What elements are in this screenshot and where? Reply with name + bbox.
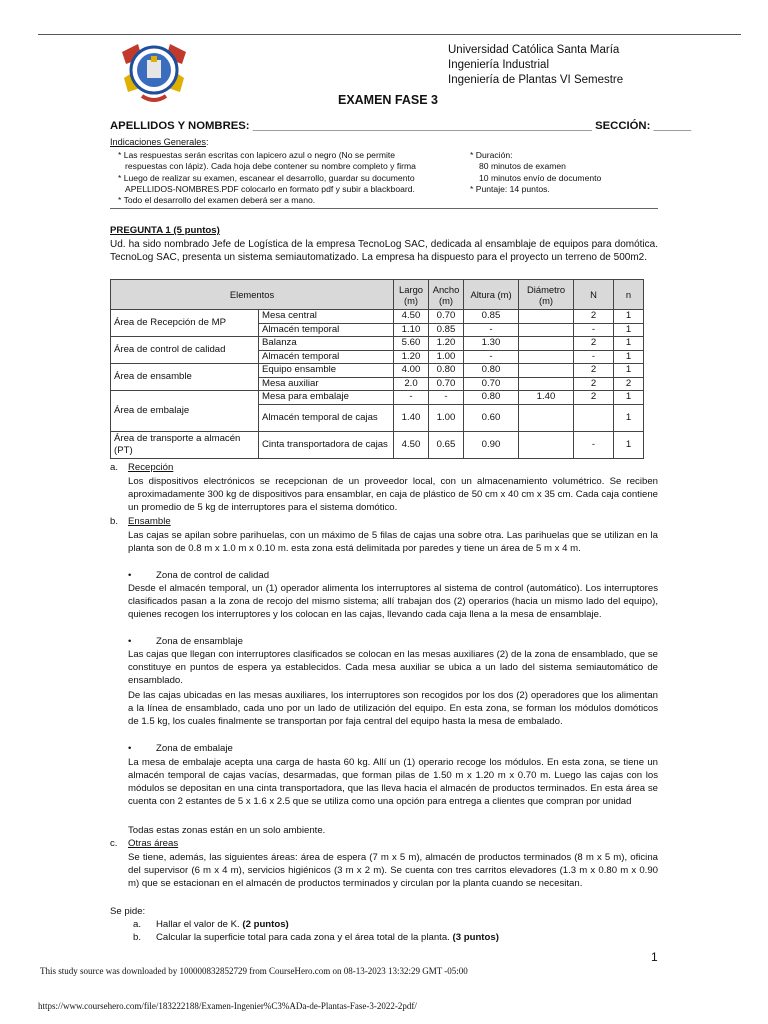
table-row bbox=[111, 391, 644, 405]
cell: 1 bbox=[614, 431, 644, 458]
cell: - bbox=[574, 323, 614, 337]
cell bbox=[519, 310, 574, 324]
cell: 5.60 bbox=[394, 337, 429, 351]
section-a-heading bbox=[110, 462, 173, 473]
cell: 2 bbox=[574, 391, 614, 405]
cell: 0.70 bbox=[464, 377, 519, 391]
instruction-line: respuestas con lápiz). Cada hoja debe contener su nombre completo y firma bbox=[125, 161, 416, 172]
cell: 0.60 bbox=[464, 404, 519, 431]
cell: 1.00 bbox=[429, 350, 464, 364]
cell: 2 bbox=[574, 364, 614, 378]
cell: 2 bbox=[614, 377, 644, 391]
asks-title: Se pide: bbox=[110, 906, 146, 917]
exam-title-row bbox=[0, 93, 768, 107]
download-footer: This study source was downloaded by 100000832852729 from CourseHero.com on 08-13-2023 13:32:29 GMT -05:00 bbox=[40, 966, 468, 976]
ask-text: Hallar el valor de K. bbox=[156, 919, 240, 930]
col-header-diametro: Diámetro (m) bbox=[519, 280, 574, 310]
element-cell: Mesa para embalaje bbox=[259, 391, 394, 405]
zone-assembly-title: Zona de ensamblaje bbox=[156, 636, 243, 647]
zone-packing-heading bbox=[128, 743, 233, 754]
instruction-line: * Luego de realizar su examen, escanear el desarrollo, guardar su documento bbox=[118, 172, 415, 183]
section-a-title: Recepción bbox=[128, 462, 174, 473]
duration-label: * Duración: bbox=[470, 150, 513, 160]
zone-assembly-text-1: Las cajas que llegan con interruptores clasificados se colocan en las mesas auxiliares (2) de la zona de ensamblado, que se constituye en puntos de espera ya establecidos. Cada mesa auxiliar se ubica a un lado del sistema semiautomático de ensamblado. bbox=[128, 649, 658, 687]
cell: 1.20 bbox=[394, 350, 429, 364]
section-divider bbox=[110, 208, 658, 209]
cell: 1 bbox=[614, 364, 644, 378]
section-b-heading bbox=[110, 516, 171, 527]
instruction-line: APELLIDOS-NOMBRES.PDF colocarlo en formato pdf y subir a blackboard. bbox=[125, 183, 415, 194]
cell: 1 bbox=[614, 404, 644, 431]
instruction-line: * Las respuestas serán escritas con lapicero azul o negro (No se permite bbox=[118, 150, 396, 160]
faculty-name: Ingeniería Industrial bbox=[448, 59, 550, 71]
cell: 1.20 bbox=[429, 337, 464, 351]
cell: 0.65 bbox=[429, 431, 464, 458]
instruction-line: * Todo el desarrollo del examen deberá ser a mano. bbox=[118, 195, 316, 206]
table-row bbox=[111, 337, 644, 351]
source-url[interactable]: https://www.coursehero.com/file/183222188/Examen-Ingenier%C3%ADa-de-Plantas-Fase-3-2022-2pdf/ bbox=[38, 1001, 417, 1011]
zone-packing-text: La mesa de embalaje acepta una carga de hasta 60 kg. Allí un (1) operario recoge los módulos. En esta zona, se tiene un almacén temporal de cajas vacías, desarmadas, que forman pilas de 1.50 m x 1.20 m x 0.70 m. Luego las cajas con los módulos se depositan en una cinta transportadora, que las lleva hacia el almacén de productos terminados. En esta área se cuenta con 2 estantes de 5 x 1.6 x 2.5 que se utiliza como una opción para entrega a clientes que compran por unidad bbox=[128, 757, 658, 808]
question-1-title: PREGUNTA 1 (5 puntos) bbox=[110, 225, 220, 236]
section-a-text: Los dispositivos electrónicos se recepcionan de un proveedor local, con un almacenamiento volumétrico. Se reciben aproximadamente 300 kg de dispositivos para ensamblar, en caja de plástico de 50 cm x 40 cm x 35 cm. Cada caja contiene un promedio de 5 kg de interruptores para el sistema domótico. bbox=[128, 476, 658, 514]
cell: 0.80 bbox=[464, 391, 519, 405]
element-cell: Mesa central bbox=[259, 310, 394, 324]
duration-exam: 80 minutos de examen bbox=[479, 161, 566, 172]
cell: 0.85 bbox=[429, 323, 464, 337]
score-label: * Puntaje: 14 puntos. bbox=[470, 183, 550, 194]
cell: 0.70 bbox=[429, 377, 464, 391]
instructions-colon: : bbox=[206, 137, 209, 147]
table-header-row bbox=[111, 280, 644, 310]
section-b-label: b. bbox=[110, 516, 119, 527]
cell: 1.40 bbox=[394, 404, 429, 431]
cell: 1 bbox=[614, 337, 644, 351]
student-name-line: APELLIDOS Y NOMBRES: ______________________________________________________ SECCIÓN: ______ bbox=[110, 120, 692, 132]
top-rule bbox=[38, 34, 741, 35]
university-header bbox=[448, 43, 623, 88]
cell bbox=[519, 337, 574, 351]
zone-quality-heading bbox=[128, 570, 269, 581]
element-cell: Balanza bbox=[259, 337, 394, 351]
cell bbox=[519, 431, 574, 458]
area-cell: Área de transporte a almacén (PT) bbox=[111, 431, 259, 458]
cell: 4.50 bbox=[394, 431, 429, 458]
table-row bbox=[111, 431, 644, 458]
ask-points: (2 puntos) bbox=[242, 919, 289, 930]
area-cell: Área de control de calidad bbox=[111, 337, 259, 364]
cell: 1 bbox=[614, 323, 644, 337]
element-cell: Almacén temporal bbox=[259, 323, 394, 337]
element-cell: Mesa auxiliar bbox=[259, 377, 394, 391]
page-number: 1 bbox=[651, 950, 658, 964]
ask-text: Calcular la superficie total para cada zona y el área total de la planta. bbox=[156, 932, 450, 943]
element-cell: Almacén temporal de cajas bbox=[259, 404, 394, 431]
cell: - bbox=[464, 350, 519, 364]
cell: - bbox=[574, 431, 614, 458]
cell: 2 bbox=[574, 310, 614, 324]
course-name: Ingeniería de Plantas VI Semestre bbox=[448, 74, 624, 86]
university-name: Universidad Católica Santa María bbox=[448, 44, 620, 56]
cell: 1 bbox=[614, 310, 644, 324]
cell bbox=[574, 404, 614, 431]
col-header-N: N bbox=[574, 280, 614, 310]
instructions-title: Indicaciones Generales bbox=[110, 137, 207, 147]
element-cell: Equipo ensamble bbox=[259, 364, 394, 378]
cell bbox=[519, 323, 574, 337]
cell: 0.85 bbox=[464, 310, 519, 324]
exam-title: EXAMEN FASE 3 bbox=[337, 93, 439, 107]
section-c-title: Otras áreas bbox=[128, 838, 179, 849]
instructions-title-row bbox=[110, 137, 209, 147]
bullet-icon: • bbox=[128, 743, 132, 754]
col-header-n: n bbox=[614, 280, 644, 310]
cell: - bbox=[464, 323, 519, 337]
ask-item bbox=[133, 932, 499, 943]
zone-assembly-heading bbox=[128, 636, 243, 647]
cell: 2 bbox=[574, 337, 614, 351]
cell: 1.10 bbox=[394, 323, 429, 337]
cell: 1 bbox=[614, 391, 644, 405]
table-row bbox=[111, 310, 644, 324]
cell: 2 bbox=[574, 377, 614, 391]
zone-quality-title: Zona de control de calidad bbox=[156, 570, 270, 581]
cell: 0.70 bbox=[429, 310, 464, 324]
section-b-text: Las cajas se apilan sobre parihuelas, con un máximo de 5 filas de cajas una sobre otra. Las parihuelas que se utilizan en la planta son de 0.8 m x 1.0 m x 0.10 m. esta zona está delimitada por paredes y tiene un área de 5 m x 4 m. bbox=[128, 530, 658, 555]
cell: 0.80 bbox=[429, 364, 464, 378]
cell bbox=[519, 404, 574, 431]
cell: - bbox=[429, 391, 464, 405]
area-cell: Área de ensamble bbox=[111, 364, 259, 391]
element-cell: Almacén temporal bbox=[259, 350, 394, 364]
area-cell: Área de embalaje bbox=[111, 391, 259, 432]
section-c-text: Se tiene, además, las siguientes áreas: área de espera (7 m x 5 m), almacén de productos terminados (8 m x 5 m), oficina del supervisor (6 m x 4 m), servicios higiénicos (3 m x 2 m). Se cuenta con tres carritos elevadores (1.3 m x 0.80 m x 0.90 m) que se estacionan en el almacén de productos terminados y circulan por la planta cuando se necesitan. bbox=[128, 852, 658, 890]
ask-points: (3 puntos) bbox=[452, 932, 499, 943]
cell: 1.40 bbox=[519, 391, 574, 405]
cell: 1.30 bbox=[464, 337, 519, 351]
ask-item bbox=[133, 919, 289, 930]
zone-packing-title: Zona de embalaje bbox=[156, 743, 233, 754]
cell bbox=[519, 350, 574, 364]
bullet-icon: • bbox=[128, 570, 132, 581]
section-a-label: a. bbox=[110, 462, 119, 473]
area-cell: Área de Recepción de MP bbox=[111, 310, 259, 337]
duration-upload: 10 minutos envío de documento bbox=[479, 172, 602, 183]
section-b-title: Ensamble bbox=[128, 516, 171, 527]
section-c-label: c. bbox=[110, 838, 118, 849]
instructions-left bbox=[118, 150, 416, 206]
col-header-largo: Largo (m) bbox=[394, 280, 429, 310]
cell bbox=[519, 364, 574, 378]
cell: 4.50 bbox=[394, 310, 429, 324]
bullet-icon: • bbox=[128, 636, 132, 647]
cell: 2.0 bbox=[394, 377, 429, 391]
all-zones-note: Todas estas zonas están en un solo ambiente. bbox=[128, 825, 326, 836]
cell: 0.90 bbox=[464, 431, 519, 458]
cell: 0.80 bbox=[464, 364, 519, 378]
cell bbox=[519, 377, 574, 391]
elements-table bbox=[110, 279, 644, 459]
col-header-elements: Elementos bbox=[111, 280, 394, 310]
element-cell: Cinta transportadora de cajas bbox=[259, 431, 394, 458]
cell: - bbox=[574, 350, 614, 364]
cell: 1 bbox=[614, 350, 644, 364]
zone-assembly-text-2: De las cajas ubicadas en las mesas auxiliares, los interruptores son recogidos por los dos (2) operadores que los alimentan a la línea de ensamblado, cada uno por un lado de utilización del equipo. En esta zona, se forman los módulos domóticos de 1.5 kg, los cuales finalmente se transportan por faja central del equipo hasta la mesa de embalado. bbox=[128, 690, 658, 728]
ask-label: b. bbox=[133, 932, 142, 943]
question-1-intro: Ud. ha sido nombrado Jefe de Logística de la empresa TecnoLog SAC, dedicada al ensamblaje de equipos para domótica. TecnoLog SAC, presenta un sistema semiautomatizado. La empresa ha dispuesto para el proyecto un terreno de 500m2. bbox=[110, 239, 658, 263]
cell: 1.00 bbox=[429, 404, 464, 431]
section-c-heading bbox=[110, 838, 178, 849]
ask-label: a. bbox=[133, 919, 142, 930]
cell: - bbox=[394, 391, 429, 405]
col-header-altura: Altura (m) bbox=[464, 280, 519, 310]
instructions-right bbox=[470, 150, 601, 195]
table-row bbox=[111, 364, 644, 378]
cell: 4.00 bbox=[394, 364, 429, 378]
zone-quality-text: Desde el almacén temporal, un (1) operador alimenta los interruptores al sistema de control (automático). Los interruptores clasificados pasan a la zona de recojo del mismo sistema; allí trabajan dos (2) operarios (hacia un mismo lado del equipo), quienes recogen los interruptores y los colocan en las cajas, llevando cada caja llena a la mesa de ensamblaje. bbox=[128, 583, 658, 621]
col-header-ancho: Ancho (m) bbox=[429, 280, 464, 310]
